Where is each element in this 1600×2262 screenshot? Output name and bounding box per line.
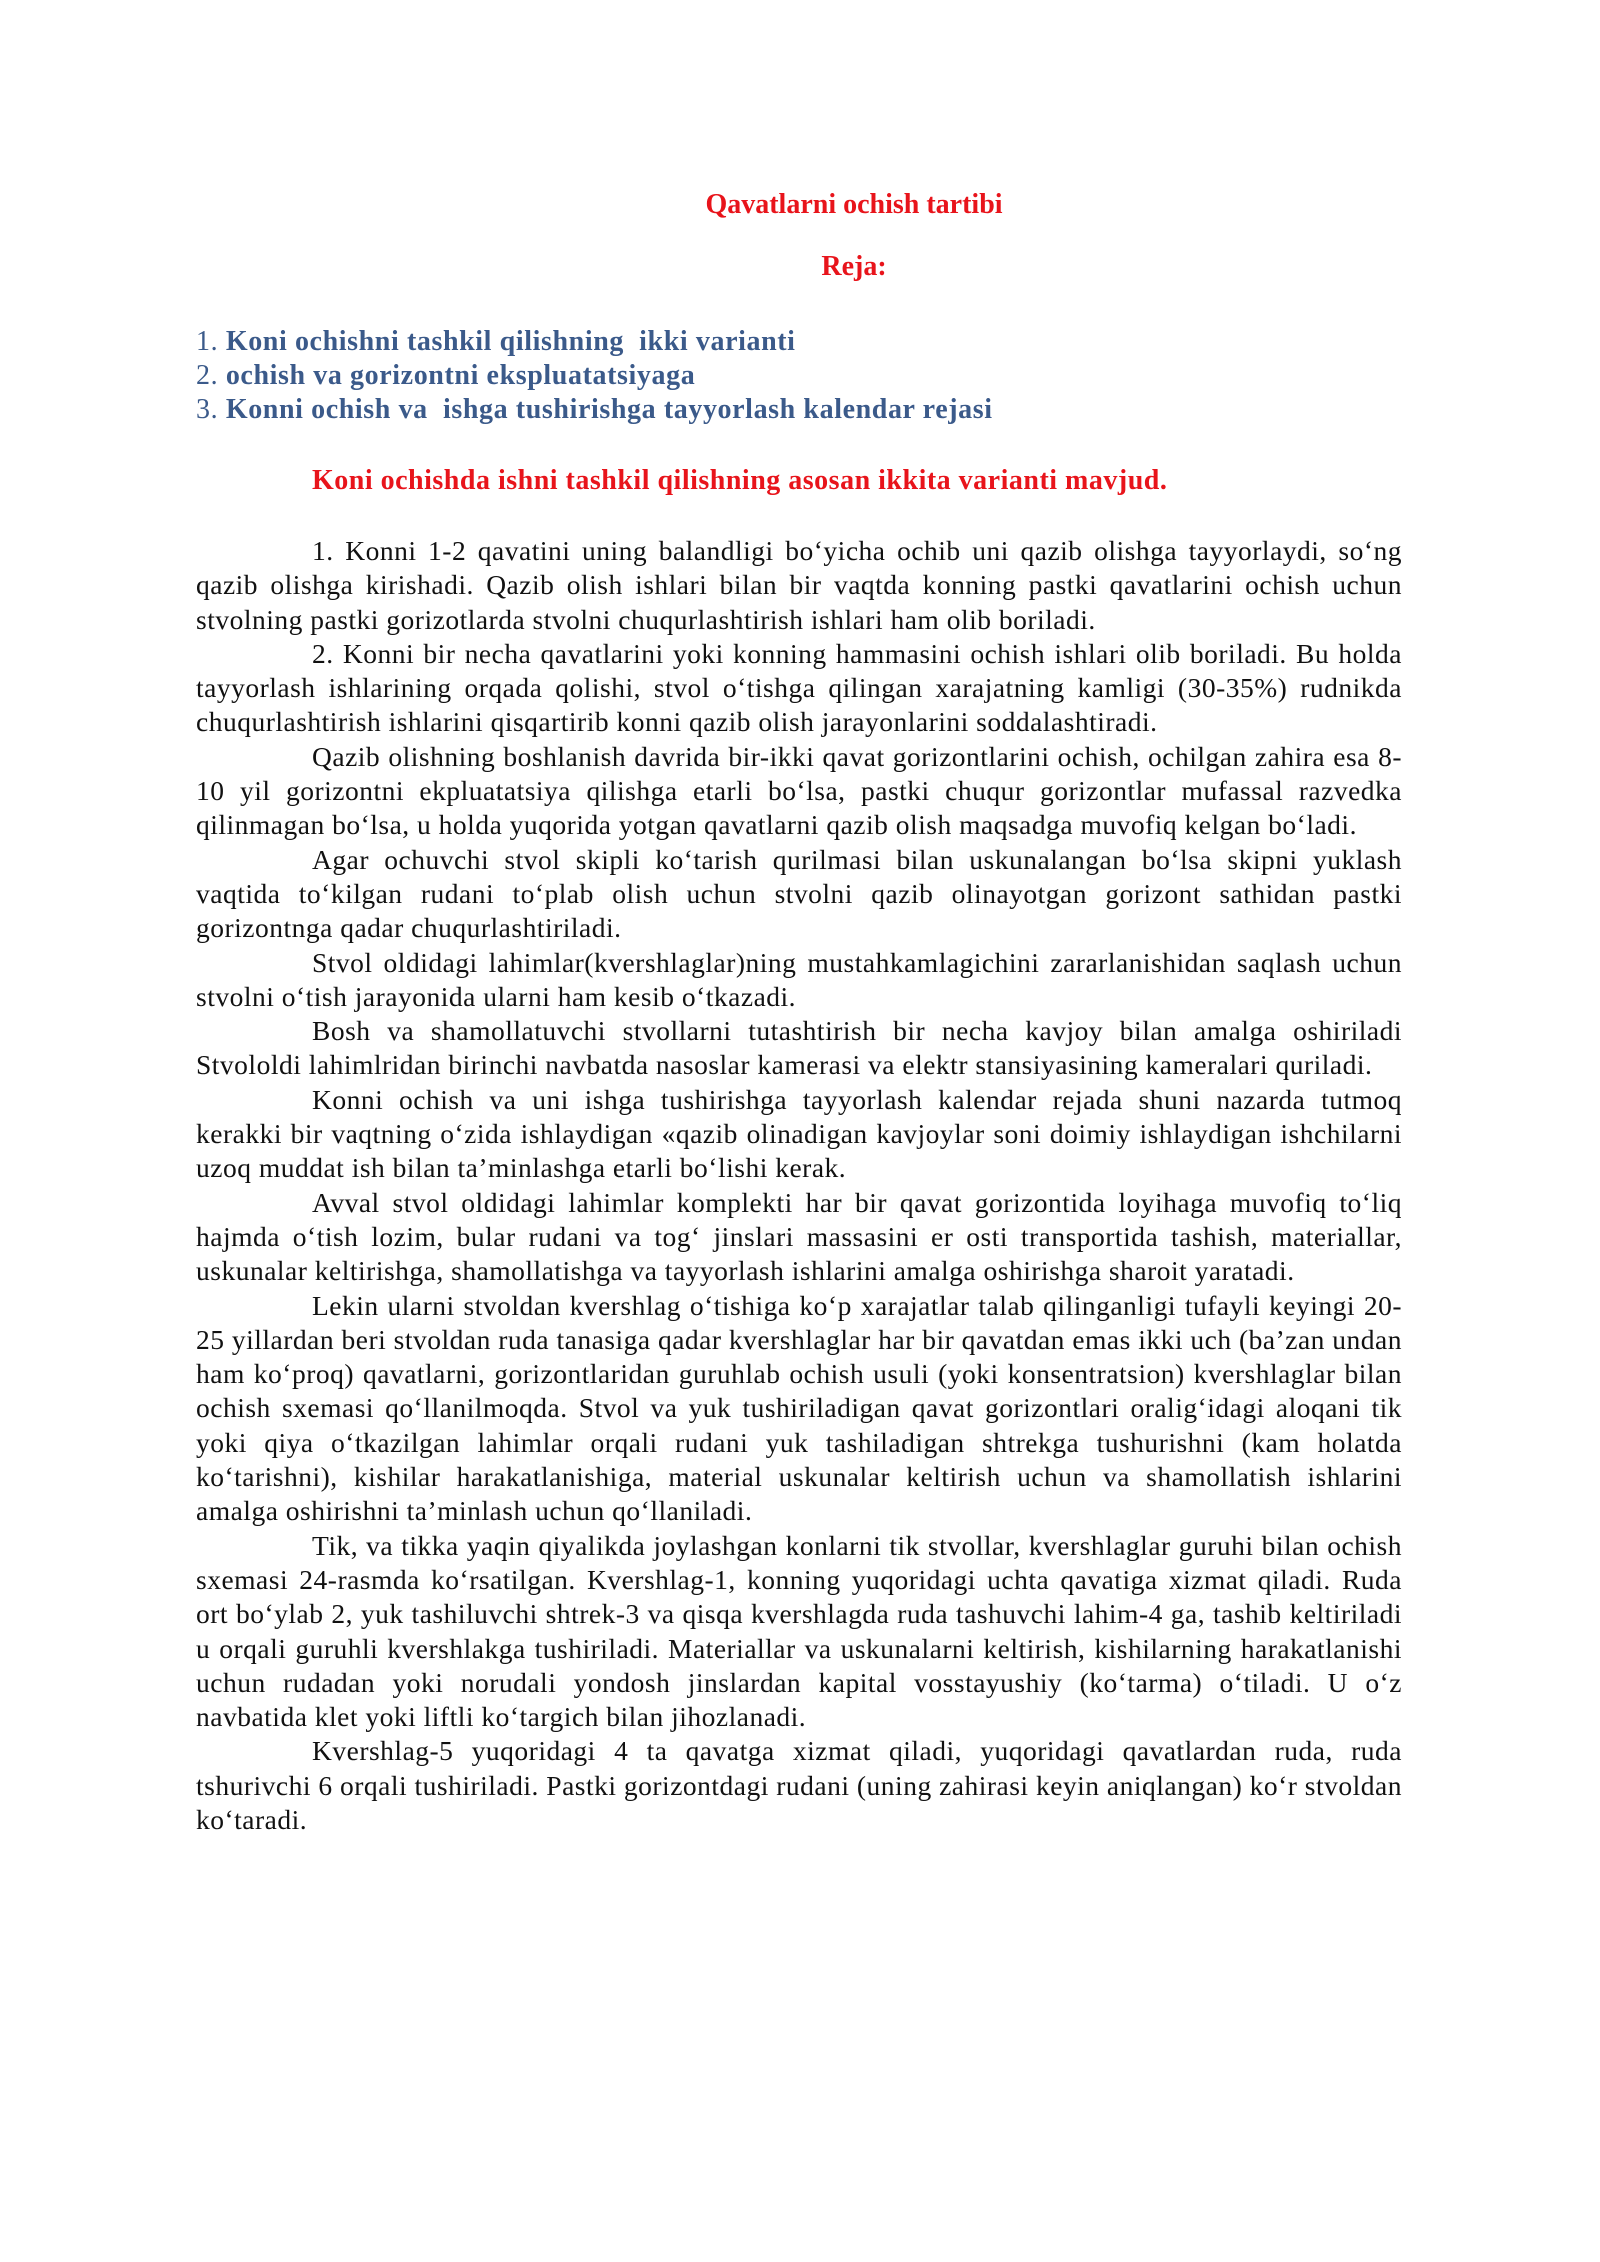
- plan-list: [196, 325, 1402, 427]
- paragraph: Bosh va shamollatuvchi stvollarni tutashtirish bir necha kavjoy bilan amalga oshiriladi Stvololdi lahimlridan birinchi navbatda nasoslar kamerasi va elektr stansiyasining kameralari quriladi.: [196, 1015, 1402, 1081]
- paragraph: Qazib olishning boshlanish davrida bir-ikki qavat gorizontlarini ochish, ochilgan zahira esa 8-10 yil gorizontni ekpluatatsiya qilishga etarli bo‘lsa, pastki chuqur gorizontlar mufassal razvedka qilinmagan bo‘lsa, u holda yuqorida yotgan qavatlarni qazib olish maqsadga muvofiq kelgan bo‘ladi.: [196, 740, 1402, 841]
- paragraph: Agar ochuvchi stvol skipli ko‘tarish qurilmasi bilan uskunalangan bo‘lsa skipni yuklash vaqtida to‘kilgan rudani to‘plab olish uchun stvolni qazib olinayotgan gorizont sathidan pastki gorizontnga qadar chuqurlashtiriladi.: [196, 843, 1402, 944]
- paragraph: Stvol oldidagi lahimlar(kvershlaglar)ning mustahkamlagichini zararlanishidan saqlash uchun stvolni o‘tish jarayonida ularni ham kesib o‘tkazadi.: [196, 946, 1402, 1012]
- document-page: [196, 188, 1402, 1837]
- plan-item-number: 2.: [196, 360, 219, 391]
- plan-heading: Reja:: [821, 251, 887, 282]
- paragraph: 1. Konni 1-2 qavatini uning balandligi bo‘yicha ochib uni qazib olishga tayyorlaydi, so‘ng qazib olishga kirishadi. Qazib olish ishlari bilan bir vaqtda konning pastki qavatlarini ochish uchun stvolning pastki gorizotlarda stvolni chuqurlashtirish ishlari ham olib boriladi.: [196, 535, 1402, 635]
- plan-item-text: Konni ochish va ishga tushirishga tayyorlash kalendar rejasi: [225, 394, 993, 425]
- body-text: [196, 534, 1402, 1837]
- plan-item-number: 1.: [196, 326, 219, 357]
- section-heading: Koni ochishda ishni tashkil qilishning asosan ikkita varianti mavjud.: [312, 465, 1168, 496]
- paragraph: Kvershlag-5 yuqoridagi 4 ta qavatga xizmat qiladi, yuqoridagi qavatlardan ruda, ruda tshurivchi 6 orqali tushiriladi. Pastki gorizontdagi rudani (uning zahirasi keyin aniqlangan) ko‘r stvoldan ko‘taradi.: [196, 1735, 1402, 1835]
- plan-item-text: Koni ochishni tashkil qilishning ikki varianti: [225, 326, 796, 357]
- document-title: Qavatlarni ochish tartibi: [705, 189, 1003, 220]
- plan-item-text: ochish va gorizontni ekspluatatsiyaga: [225, 360, 696, 391]
- paragraph: Avval stvol oldidagi lahimlar komplekti har bir qavat gorizontida loyihaga muvofiq to‘liq hajmda o‘tish lozim, bular rudani va tog‘ jinslari massasini er osti transportida tashish, materiallar, uskunalar keltirishga, shamollatishga va tayyorlash ishlarini amalga oshirishga sharoit yaratadi.: [196, 1186, 1402, 1287]
- paragraph: Tik, va tikka yaqin qiyalikda joylashgan konlarni tik stvollar, kvershlaglar guruhi bilan ochish sxemasi 24-rasmda ko‘rsatilgan. Kvershlag-1, konning yuqoridagi uchta qavatiga xizmat qiladi. Ruda ort bo‘ylab 2, yuk tashiluvchi shtrek-3 va qisqa kvershlagda ruda tashuvchi lahim-4 ga, tashib keltiriladi u orqali guruhli kvershlakga tushiriladi. Materiallar va uskunalarni keltirish, kishilarning harakatlanishi uchun rudadan yoki norudali yondosh jinslardan kapital vosstayushiy (ko‘tarma) o‘tiladi. U o‘z navbatida klet yoki liftli ko‘targich bilan jihozlanadi.: [196, 1529, 1402, 1733]
- plan-item: [196, 325, 1402, 359]
- paragraph: Konni ochish va uni ishga tushirishga tayyorlash kalendar rejada shuni nazarda tutmoq kerakki bir vaqtning o‘zida ishlaydigan «qazib olinadigan kavjoylar soni doimiy ishlaydigan ishchilarni uzoq muddat ish bilan ta’minlashga etarli bo‘lishi kerak.: [196, 1083, 1402, 1184]
- plan-item: [196, 393, 1402, 427]
- paragraph: Lekin ularni stvoldan kvershlag o‘tishiga ko‘p xarajatlar talab qilinganligi tufayli keyingi 20-25 yillardan beri stvoldan ruda tanasiga qadar kvershlaglar har bir qavatdan emas ikki uch (ba’zan undan ham ko‘proq) qavatlarni, gorizontlaridan guruhlab ochish usuli (yoki konsentratsion) kvershlaglar bilan ochish sxemasi qo‘llanilmoqda. Stvol va yuk tushiriladigan qavat gorizontlari oralig‘idagi aloqani tik yoki qiya o‘tkazilgan lahimlar orqali rudani yuk tashiladigan shtrekga tushurishni (kam holatda ko‘tarishni), kishilar harakatlanishiga, material uskunalar keltirish uchun va shamollatish ishlarini amalga oshirishni ta’minlash uchun qo‘llaniladi.: [196, 1289, 1402, 1527]
- plan-item-number: 3.: [196, 394, 219, 425]
- plan-item: [196, 359, 1402, 393]
- paragraph: 2. Konni bir necha qavatlarini yoki konning hammasini ochish ishlari olib boriladi. Bu holda tayyorlash ishlarining orqada qolishi, stvol o‘tishga qilingan xarajatning kamligi (30-35%) rudnikda chuqurlashtirish ishlarini qisqartirib konni qazib olish jarayonlarini soddalashtiradi.: [196, 637, 1402, 738]
